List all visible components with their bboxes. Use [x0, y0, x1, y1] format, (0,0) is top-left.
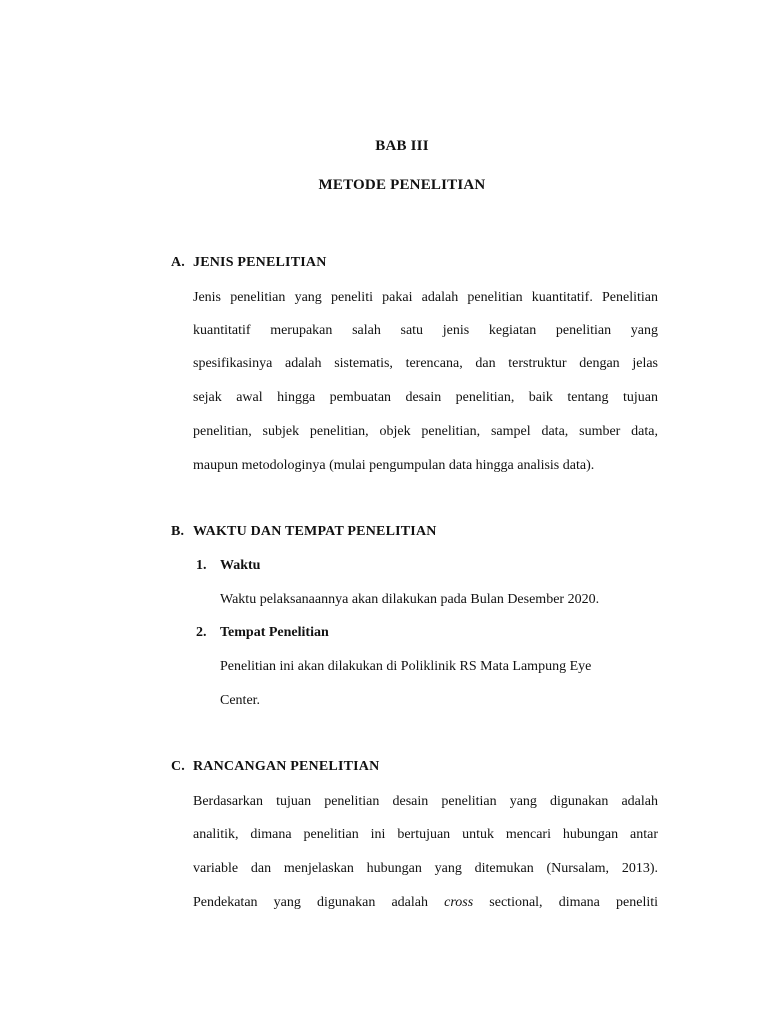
- section-a-heading: [171, 255, 327, 271]
- subsection-marker: 1.: [196, 558, 207, 573]
- section-c-heading: [171, 759, 379, 775]
- section-a-title: JENIS PENELITIAN: [193, 255, 327, 270]
- subsection-label: Tempat Penelitian: [220, 625, 329, 640]
- section-c-title: RANCANGAN PENELITIAN: [193, 759, 380, 774]
- section-c-marker: C.: [171, 759, 186, 774]
- chapter-number: BAB III: [375, 138, 429, 154]
- section-a-line: kuantitatif merupakan salah satu jenis kegiatan penelitian yang: [193, 323, 658, 338]
- section-c-line: [193, 895, 658, 911]
- subsection-tempat-text: Penelitian ini akan dilakukan di Poliklinik RS Mata Lampung Eye: [220, 659, 592, 674]
- section-c-italic-term: cross: [444, 895, 474, 910]
- chapter-title: METODE PENELITIAN: [318, 177, 486, 193]
- section-c-text: Pendekatan yang digunakan adalah: [193, 895, 445, 910]
- section-a-marker: A.: [171, 255, 186, 270]
- section-a-line: sejak awal hingga pembuatan desain penelitian, baik tentang tujuan: [193, 390, 658, 405]
- subsection-label: Waktu: [220, 558, 261, 573]
- subsection-tempat-heading: [196, 625, 329, 641]
- subsection-waktu-text: Waktu pelaksanaannya akan dilakukan pada Bulan Desember 2020.: [220, 592, 600, 607]
- section-b-title: WAKTU DAN TEMPAT PENELITIAN: [193, 524, 437, 539]
- subsection-marker: 2.: [196, 625, 207, 640]
- section-a-line: spesifikasinya adalah sistematis, terencana, dan terstruktur dengan jelas: [193, 356, 658, 371]
- section-b-marker: B.: [171, 524, 185, 539]
- section-c-text: sectional, dimana peneliti: [473, 895, 659, 910]
- section-b-heading: [171, 524, 437, 540]
- section-c-line: Berdasarkan tujuan penelitian desain penelitian yang digunakan adalah: [193, 794, 658, 809]
- section-c-line: analitik, dimana penelitian ini bertujuan untuk mencari hubungan antar: [193, 827, 658, 842]
- subsection-waktu-heading: [196, 558, 260, 574]
- section-c-line: variable dan menjelaskan hubungan yang ditemukan (Nursalam, 2013).: [193, 861, 658, 876]
- subsection-tempat-text: Center.: [220, 693, 261, 708]
- section-a-line: penelitian, subjek penelitian, objek penelitian, sampel data, sumber data,: [193, 424, 658, 439]
- section-a-line: maupun metodologinya (mulai pengumpulan data hingga analisis data).: [193, 458, 595, 473]
- section-a-line: Jenis penelitian yang peneliti pakai adalah penelitian kuantitatif. Penelitian: [193, 290, 658, 305]
